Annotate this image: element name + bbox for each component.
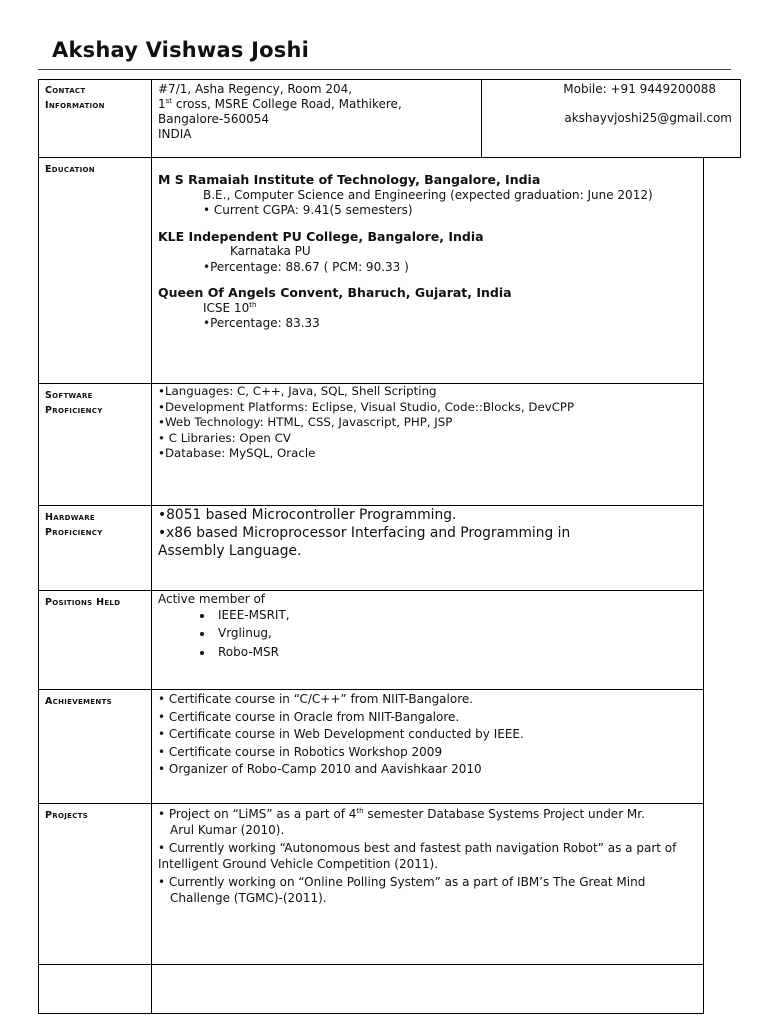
- address-line: #7/1, Asha Regency, Room 204,: [158, 82, 353, 96]
- education-content: [152, 158, 703, 383]
- mobile-number: Mobile: +91 9449200088: [563, 82, 716, 96]
- project-item: • Project on “LiMS” as a part of 4th semester Database Systems Project under Mr. Arul Kumar (2010).: [158, 807, 645, 837]
- school-score: •Percentage: 83.33: [203, 316, 320, 330]
- address-line: Bangalore-560054: [158, 112, 270, 126]
- achievement-item: • Certificate course in Robotics Workshop 2009: [158, 744, 443, 759]
- projects-section: [38, 803, 704, 965]
- software-content: [152, 384, 703, 505]
- achievements-label: Achievements: [39, 690, 152, 803]
- school-degree: B.E., Computer Science and Engineering (expected graduation: June 2012): [203, 187, 653, 202]
- achievement-item: • Certificate course in Oracle from NIIT-Bangalore.: [158, 709, 460, 724]
- position-item: • IEEE-MSRIT,: [214, 608, 697, 624]
- school-name: Queen Of Angels Convent, Bharuch, Gujarat, India: [158, 285, 512, 300]
- school-degree: Karnataka PU: [230, 244, 311, 258]
- software-item: •Development Platforms: Eclipse, Visual Studio, Code::Blocks, DevCPP: [158, 399, 575, 414]
- school-degree: ICSE 10th: [203, 300, 257, 315]
- positions-content: [152, 591, 703, 689]
- education-section: [38, 157, 704, 384]
- achievements-section: [38, 689, 704, 804]
- header-rule: [38, 69, 731, 70]
- contact-label: Contact Information: [39, 80, 152, 157]
- software-item: •Web Technology: HTML, CSS, Javascript, PHP, JSP: [158, 415, 453, 430]
- school-score: •Percentage: 88.67 ( PCM: 90.33 ): [203, 259, 409, 274]
- positions-intro: Active member of: [158, 592, 266, 606]
- position-item: • Robo-MSR: [214, 645, 697, 661]
- software-item: •Languages: C, C++, Java, SQL, Shell Scripting: [158, 384, 437, 398]
- address-line: INDIA: [158, 127, 192, 141]
- achievement-item: • Organizer of Robo-Camp 2010 and Aavishkaar 2010: [158, 762, 482, 776]
- hardware-content: [152, 506, 703, 590]
- address-line: 1st cross, MSRE College Road, Mathikere,: [158, 97, 402, 111]
- projects-content: [152, 804, 703, 964]
- software-section: [38, 383, 704, 506]
- school-score: • Current CGPA: 9.41(5 semesters): [203, 203, 413, 217]
- project-item: • Currently working “Autonomous best and fastest path navigation Robot” as a part of Intelligent Ground Vehicle Competition (2011).: [158, 841, 677, 871]
- candidate-name: Akshay Vishwas Joshi: [52, 38, 309, 62]
- school-name: KLE Independent PU College, Bangalore, India: [158, 228, 484, 244]
- projects-label: Projects: [39, 804, 152, 964]
- education-label: Education: [39, 158, 152, 383]
- empty-section: [38, 964, 704, 1014]
- positions-section: [38, 590, 704, 690]
- software-label: Software Proficiency: [39, 384, 152, 505]
- project-item: • Currently working on “Online Polling System” as a part of IBM’s The Great Mind Challenge (TGMC)-(2011).: [158, 875, 646, 905]
- empty-label: [39, 965, 152, 1013]
- achievements-content: [152, 690, 703, 803]
- position-item: • Vrglinug,: [214, 626, 697, 642]
- hardware-section: [38, 505, 704, 591]
- software-item: • C Libraries: Open CV: [158, 430, 291, 445]
- software-item: •Database: MySQL, Oracle: [158, 446, 316, 461]
- positions-label: Positions Held: [39, 591, 152, 689]
- achievement-item: • Certificate course in “C/C++” from NIIT-Bangalore.: [158, 692, 474, 706]
- contact-section: [38, 79, 741, 158]
- achievement-item: • Certificate course in Web Development conducted by IEEE.: [158, 727, 524, 741]
- contact-details: [481, 80, 740, 157]
- hardware-item: •x86 based Microprocessor Interfacing and Programming in Assembly Language.: [158, 525, 571, 559]
- contact-address: [152, 80, 480, 157]
- email-address[interactable]: akshayvjoshi25@gmail.com: [564, 111, 732, 125]
- hardware-label: Hardware Proficiency: [39, 506, 152, 590]
- hardware-item: •8051 based Microcontroller Programming.: [158, 507, 457, 523]
- school-name: M S Ramaiah Institute of Technology, Bangalore, India: [158, 172, 541, 187]
